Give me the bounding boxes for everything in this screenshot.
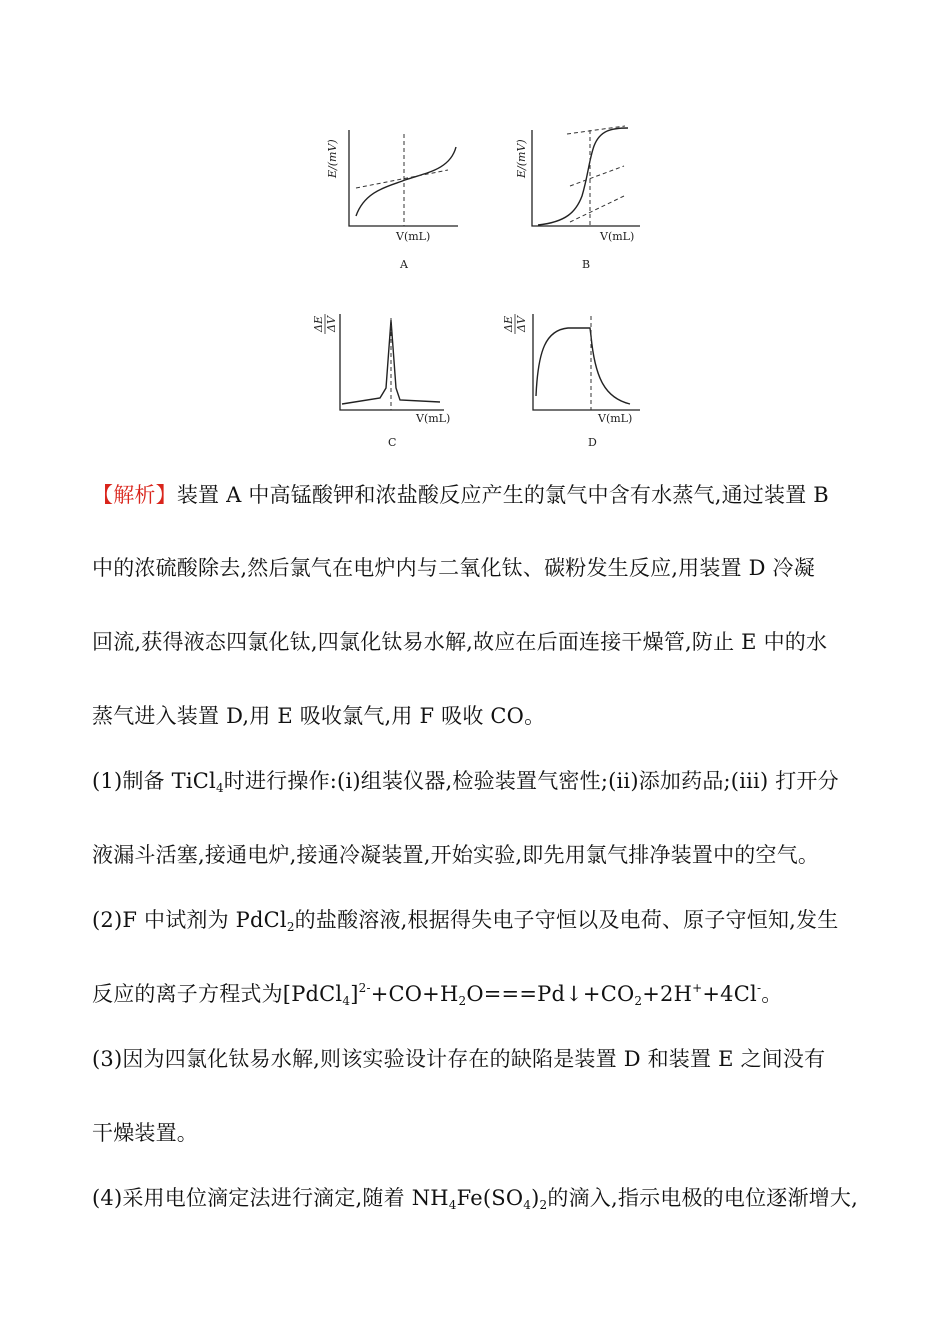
panel-b-caption: B xyxy=(582,258,591,271)
panel-c-xlabel: V(mL) xyxy=(416,412,451,425)
panel-c xyxy=(312,314,450,449)
panel-a-ylabel: E/(mV) xyxy=(326,139,339,178)
panel-b xyxy=(515,126,640,271)
titration-figures xyxy=(0,0,950,470)
panel-b-xlabel: V(mL) xyxy=(600,230,635,243)
panel-a-caption: A xyxy=(400,258,408,271)
question-4-line-1: (4)采用电位滴定法进行滴定,随着 $NH_4Fe(SO_4)_2$的滴入,指示电极的电位逐渐增大, xyxy=(92,1186,858,1212)
analysis-line-3: 回流,获得液态四氯化钛,四氯化钛易水解,故应在后面连接干燥管,防止 E 中的水 xyxy=(92,630,828,654)
panel-c-ylabel-num: ΔE xyxy=(312,316,325,332)
panel-d-xlabel: V(mL) xyxy=(598,412,633,425)
question-1-line-1: (1)制备 TiCl$_4$时进行操作:(i)组装仪器,检验装置气密性;(ii)添加药品;(iii) 打开分 xyxy=(92,769,839,795)
analysis-line-2: 中的浓硫酸除去,然后氯气在电炉内与二氧化钛、碳粉发生反应,用装置 D 冷凝 xyxy=(92,556,815,580)
panel-c-caption: C xyxy=(388,436,397,449)
panel-c-ylabel-den: ΔV xyxy=(325,316,338,332)
panel-d-ylabel-den: ΔV xyxy=(515,316,528,332)
analysis-tag: 【解析】 xyxy=(92,483,177,507)
panel-a xyxy=(326,130,458,271)
question-2-line-1: (2)F 中试剂为 PdCl$_2$的盐酸溶液,根据得失电子守恒以及电荷、原子守恒知,发生 xyxy=(92,908,839,934)
panel-d xyxy=(502,314,640,449)
panel-d-caption: D xyxy=(588,436,597,449)
question-2-equation-line: 反应的离子方程式为$[PdCl_4]^{2-}+CO+H_2O===Pd↓+CO_2+2H^++4Cl^-$。 xyxy=(92,981,783,1008)
analysis-line-4: 蒸气进入装置 D,用 E 吸收氯气,用 F 吸收 CO。 xyxy=(92,704,546,728)
panel-a-xlabel: V(mL) xyxy=(396,230,431,243)
question-3-line-2: 干燥装置。 xyxy=(92,1121,198,1145)
panel-d-ylabel-num: ΔE xyxy=(502,316,515,332)
question-3-line-1: (3)因为四氯化钛易水解,则该实验设计存在的缺陷是装置 D 和装置 E 之间没有 xyxy=(92,1047,826,1071)
analysis-line-1: 【解析】装置 A 中高锰酸钾和浓盐酸反应产生的氯气中含有水蒸气,通过装置 B xyxy=(92,483,829,507)
panel-b-ylabel: E/(mV) xyxy=(515,139,528,178)
question-1-line-2: 液漏斗活塞,接通电炉,接通冷凝装置,开始实验,即先用氯气排净装置中的空气。 xyxy=(92,843,820,867)
